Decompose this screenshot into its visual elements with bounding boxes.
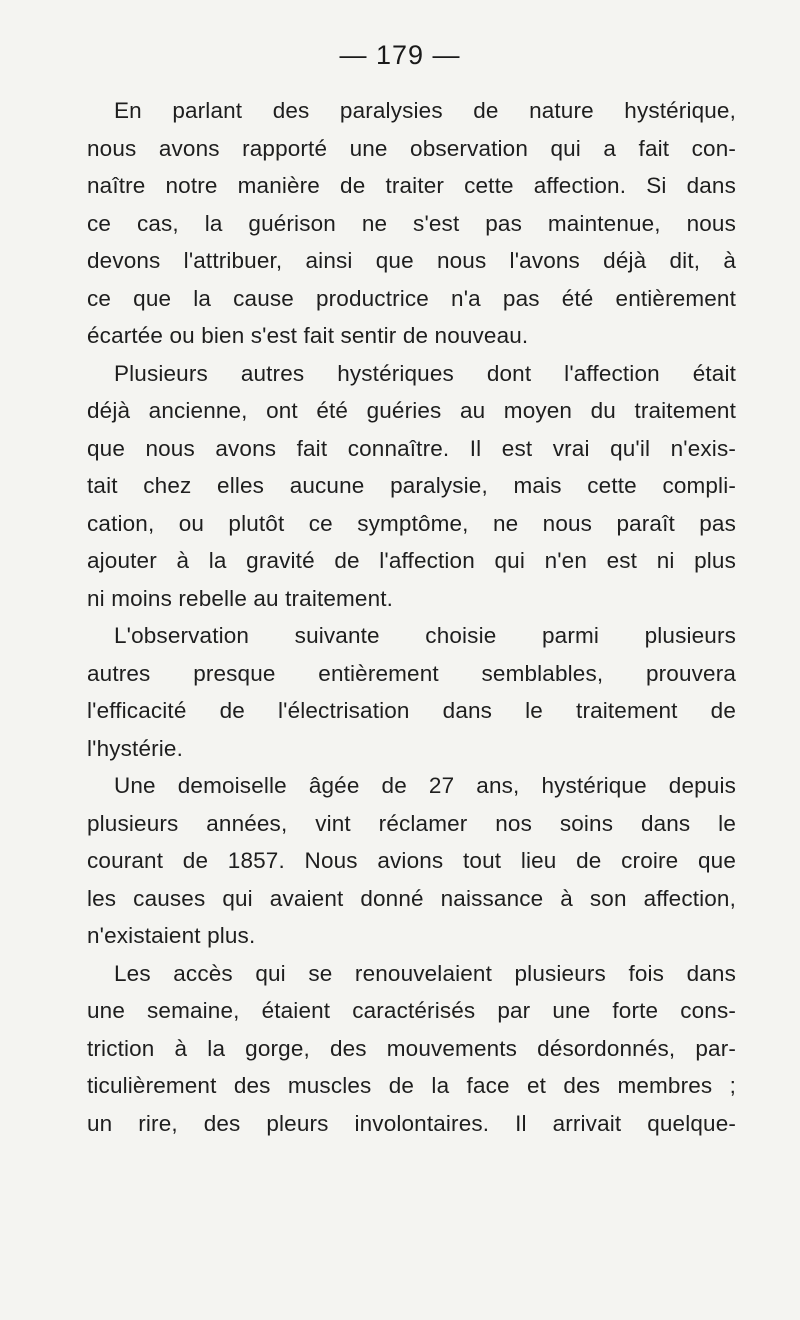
- page-number: — 179 —: [339, 40, 461, 70]
- text-line: déjà ancienne, ont été guéries au moyen du traitement: [87, 398, 736, 423]
- text-line: ce que la cause productrice n'a pas été entièrement: [87, 285, 736, 311]
- text-line: L'observation suivante choisie parmi plusieurs: [114, 623, 736, 648]
- text-line: n'existaient plus.: [87, 923, 256, 948]
- text-line: les causes qui avaient donné naissance à son affection,: [87, 885, 736, 911]
- text-line: l'hystérie.: [87, 735, 183, 761]
- text-line: autres presque entièrement semblables, prouvera: [87, 660, 736, 686]
- text-line: naître notre manière de traiter cette affection. Si dans: [87, 173, 736, 198]
- text-line: ni moins rebelle au traitement.: [87, 585, 394, 611]
- text-line: Plusieurs autres hystériques dont l'affection était: [114, 360, 736, 386]
- text-line: devons l'attribuer, ainsi que nous l'avons déjà dit, à: [87, 248, 736, 273]
- text-line: l'efficacité de l'électrisation dans le traitement de: [87, 698, 736, 723]
- text-line: tait chez elles aucune paralysie, mais cette compli-: [87, 473, 736, 498]
- text-line: ce cas, la guérison ne s'est pas maintenue, nous: [87, 210, 736, 236]
- text-line: que nous avons fait connaître. Il est vrai qu'il n'exis-: [87, 435, 736, 461]
- text-line: une semaine, étaient caractérisés par une forte cons-: [87, 998, 736, 1023]
- text-line: Une demoiselle âgée de 27 ans, hystérique depuis: [114, 773, 736, 798]
- text-line: triction à la gorge, des mouvements désordonnés, par-: [87, 1035, 736, 1061]
- text-line: Les accès qui se renouvelaient plusieurs fois dans: [114, 960, 736, 986]
- text-line: écartée ou bien s'est fait sentir de nouveau.: [87, 323, 529, 348]
- text-line: nous avons rapporté une observation qui a fait con-: [87, 135, 736, 161]
- text-line: cation, ou plutôt ce symptôme, ne nous paraît pas: [87, 510, 736, 536]
- text-line: plusieurs années, vint réclamer nos soins dans le: [87, 810, 736, 836]
- text-line: ajouter à la gravité de l'affection qui n'en est ni plus: [87, 548, 736, 573]
- text-line: un rire, des pleurs involontaires. Il arrivait quelque-: [87, 1110, 736, 1136]
- body-text: [87, 92, 736, 1142]
- text-line: En parlant des paralysies de nature hystérique,: [114, 98, 736, 123]
- text-line: ticulièrement des muscles de la face et des membres ;: [87, 1073, 736, 1098]
- text-line: courant de 1857. Nous avions tout lieu de croire que: [87, 848, 736, 873]
